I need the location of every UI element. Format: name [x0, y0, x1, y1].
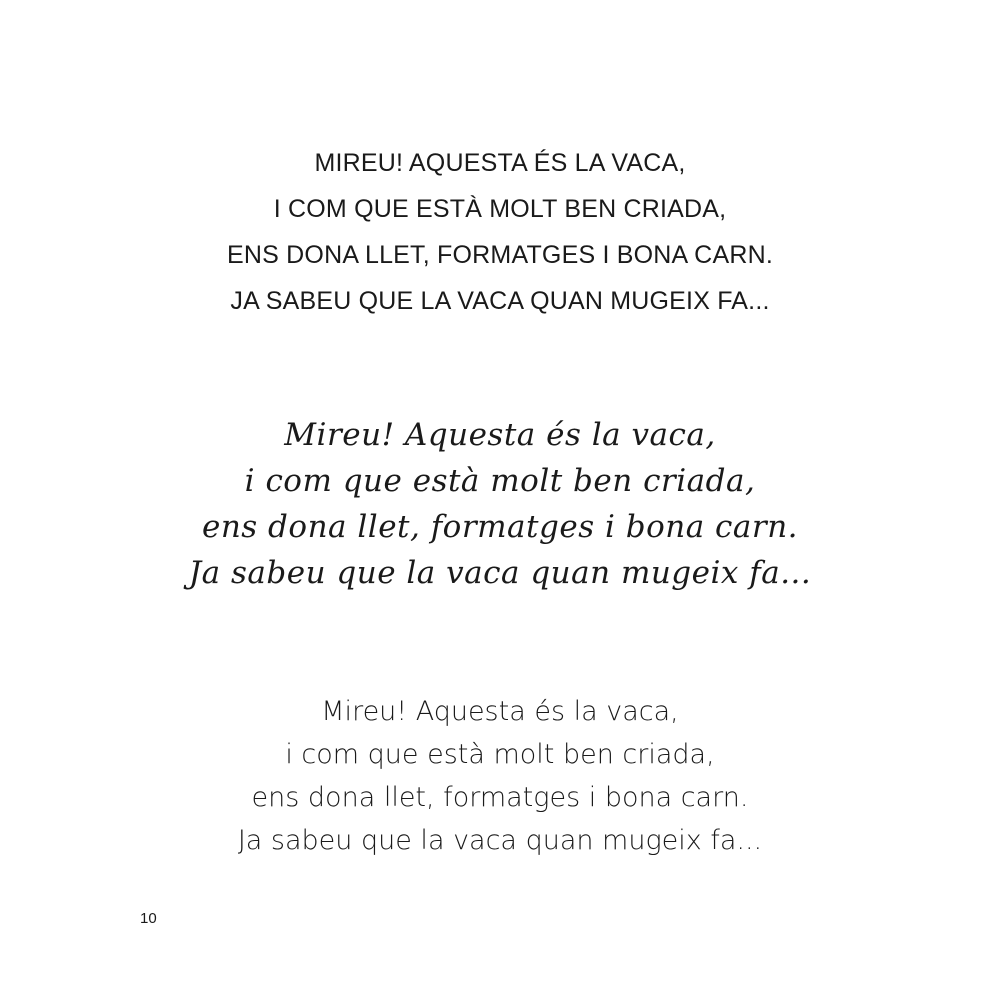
stanza-line: I COM QUE ESTÀ MOLT BEN CRIADA,: [273, 195, 727, 223]
stanza-cursive: [0, 412, 1000, 596]
stanza-line: ens dona llet, formatges i bona carn.: [251, 782, 749, 813]
stanza-line: Mireu! Aquesta és la vaca,: [284, 417, 716, 453]
stanza-line: i com que està molt ben criada,: [285, 739, 715, 770]
stanza-line: Ja sabeu que la vaca quan mugeix fa...: [188, 555, 812, 591]
stanza-lowercase: [0, 690, 1000, 862]
stanza-line: ens dona llet, formatges i bona carn.: [201, 509, 799, 545]
stanza-uppercase: [0, 140, 1000, 324]
stanza-line: MIREU! AQUESTA ÉS LA VACA,: [314, 149, 686, 177]
stanza-line: JA SABEU QUE LA VACA QUAN MUGEIX FA...: [230, 287, 770, 315]
page-number: 10: [140, 910, 157, 927]
stanza-line: Ja sabeu que la vaca quan mugeix fa...: [237, 825, 763, 856]
stanza-line: Mireu! Aquesta és la vaca,: [321, 696, 679, 727]
stanza-line: i com que està molt ben criada,: [244, 463, 756, 499]
stanza-line: ENS DONA LLET, FORMATGES I BONA CARN.: [227, 241, 773, 269]
